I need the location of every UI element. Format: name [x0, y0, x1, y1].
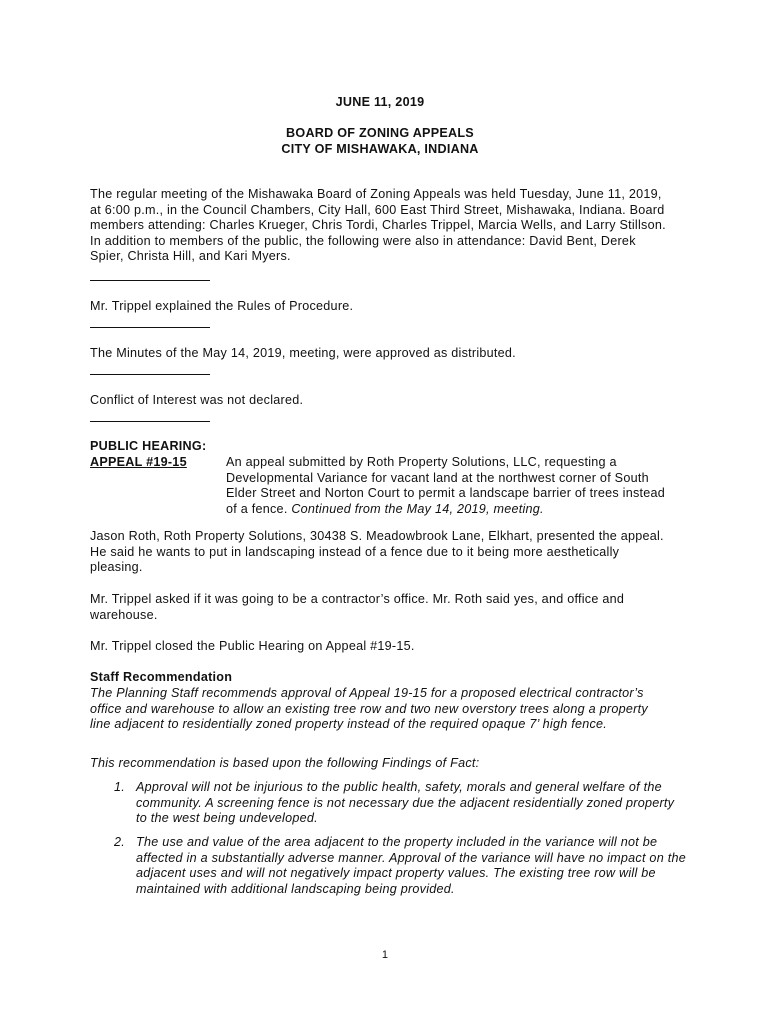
testimony-paragraph: Jason Roth, Roth Property Solutions, 30438 S. Meadowbrook Lane, Elkhart, presented the appeal. He said he wants to put in landscaping instead of a fence due to it being more aesthetically pleasing.: [90, 529, 664, 575]
city-name: CITY OF MISHAWAKA, INDIANA: [281, 141, 479, 156]
appeal-continued-note: Continued from the May 14, 2019, meeting.: [291, 501, 544, 516]
separator-line: [90, 327, 210, 328]
separator-line: [90, 374, 210, 375]
separator-line: [90, 421, 210, 422]
conflict-paragraph: Conflict of Interest was not declared.: [90, 393, 304, 407]
finding-text: Approval will not be injurious to the public health, safety, morals and general welfare of the community. A screening fence is not necessary due the adjacent residentially zoned property to the west being undeveloped.: [136, 780, 675, 826]
separator-line: [90, 280, 210, 281]
appeal-description: [226, 455, 676, 517]
appeal-number: APPEAL #19-15: [90, 455, 187, 469]
public-hearing-heading: PUBLIC HEARING:: [90, 439, 207, 453]
finding-number: 1.: [114, 780, 126, 794]
question-paragraph: Mr. Trippel asked if it was going to be a contractor’s office. Mr. Roth said yes, and office and warehouse.: [90, 592, 625, 622]
finding-text: The use and value of the area adjacent to the property included in the variance will not be affected in a substantially adverse manner. Approval of the variance will have no impact on the adjacent uses and will not negatively impact property values. The existing tree row will be maintained with additional landscaping being provided.: [136, 835, 686, 896]
meeting-date: JUNE 11, 2019: [335, 95, 425, 109]
appeal-description-text: An appeal submitted by Roth Property Solutions, LLC, requesting a Developmental Variance for vacant land at the northwest corner of South Elder Street and Norton Court to permit a landscape barrier of trees instead of a fence.: [226, 455, 666, 516]
board-name: BOARD OF ZONING APPEALS: [286, 126, 474, 140]
rules-paragraph: Mr. Trippel explained the Rules of Procedure.: [90, 299, 354, 313]
finding-number: 2.: [114, 835, 126, 849]
staff-recommendation-heading: Staff Recommendation: [90, 670, 233, 684]
finding-item: [114, 780, 686, 827]
intro-paragraph: The regular meeting of the Mishawaka Board of Zoning Appeals was held Tuesday, June 11, 2019, at 6:00 p.m., in the Council Chambers, City Hall, 600 East Third Street, Mishawaka, Indiana. Board members attending: Charles Krueger, Chris Tordi, Charles Trippel, Marcia Wells, and Larry Stillson. In addition to members of the public, the following were also in attendance: David Bent, Derek Spier, Christa Hill, and Kari Myers.: [90, 187, 666, 264]
findings-intro: This recommendation is based upon the following Findings of Fact:: [90, 756, 480, 770]
page-number: 1: [381, 949, 389, 961]
staff-recommendation-text: The Planning Staff recommends approval of Appeal 19-15 for a proposed electrical contractor’s office and warehouse to allow an existing tree row and two new overstory trees along a property line adjacent to residentially zoned property instead of the required opaque 7’ high fence.: [90, 686, 648, 732]
minutes-paragraph: The Minutes of the May 14, 2019, meeting, were approved as distributed.: [90, 346, 516, 360]
closing-paragraph: Mr. Trippel closed the Public Hearing on Appeal #19-15.: [90, 639, 415, 653]
finding-item: [114, 835, 686, 897]
board-title: [90, 126, 670, 157]
